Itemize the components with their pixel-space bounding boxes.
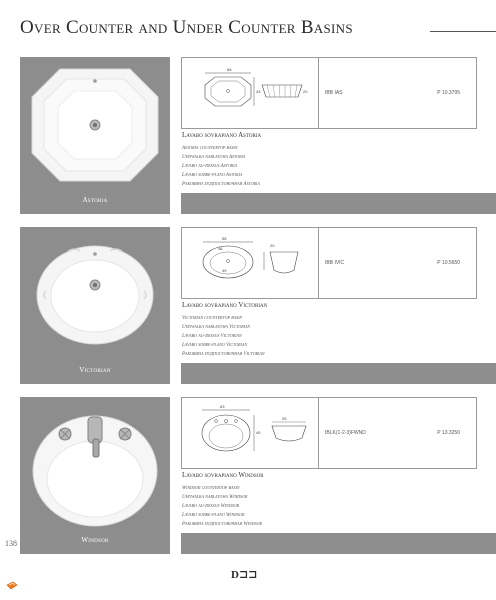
- dim-depth: 49: [256, 430, 261, 435]
- windsor-basin-image: [22, 399, 168, 531]
- description-line: Раковина подпостовочная Windsor: [182, 522, 262, 527]
- page-title: Over Counter and Under Counter Basins: [20, 17, 353, 38]
- description-line: Раковина подпостовочная Astoria: [182, 182, 260, 187]
- photo-panel: [20, 227, 170, 384]
- description-main: Lavabo sovrapiano Astoria: [182, 131, 262, 139]
- product-code: IBB IVIC: [325, 260, 345, 266]
- page-number: 138: [5, 539, 17, 548]
- title-rule: [430, 31, 496, 32]
- description-line: Lavabo au-dessus Windsor: [182, 504, 240, 509]
- product-price: P 10.3795: [437, 90, 460, 96]
- description-line: Lavabo sobre-plano Windsor: [182, 513, 245, 518]
- bottom-bar: [181, 533, 496, 554]
- description-main: Lavabo sovrapiano Windsor: [182, 471, 264, 479]
- product-name: Astoria: [82, 196, 108, 204]
- windsor-drawing: [182, 398, 318, 468]
- dim-width: 68: [227, 67, 232, 72]
- description-main: Lavabo sovrapiano Victorian: [182, 301, 268, 309]
- dim-width: 58: [222, 236, 227, 241]
- basin-photo: [22, 229, 168, 361]
- product-description: [182, 471, 472, 529]
- dim-depth: 49: [222, 268, 227, 273]
- dim-width: 63: [220, 404, 225, 409]
- description-line: Victorian countertop basin: [182, 316, 243, 321]
- victorian-basin-image: [22, 229, 168, 361]
- description-line: Lavabo au-dessus Astoria: [182, 164, 237, 169]
- photo-panel: [20, 397, 170, 554]
- description-line: Lavabo sobre-plano Astoria: [182, 173, 243, 178]
- product-description: [182, 131, 472, 189]
- dim-height: 20: [303, 89, 308, 94]
- product-price: P 10.5650: [437, 260, 460, 266]
- product-name: Victorian: [79, 366, 111, 374]
- orange-badge-icon: [6, 581, 18, 590]
- description-line: Lavabo au-dessus Victorian: [182, 334, 242, 339]
- brand-logo: D⊐⊐: [231, 569, 258, 581]
- description-line: Umywalka nablatowa Victorian: [182, 325, 251, 330]
- dim-height: 20: [270, 243, 275, 248]
- victorian-drawing: [182, 228, 318, 298]
- technical-drawing: [181, 397, 319, 469]
- description-line: Umywalka nablatowa Astoria: [182, 155, 246, 160]
- bottom-bar: [181, 193, 496, 214]
- dim-depth: 43: [256, 89, 261, 94]
- product-price: P 13.3250: [437, 430, 460, 436]
- product-name: Windsor: [81, 536, 109, 544]
- dim-inner: 46: [218, 246, 223, 251]
- description-line: Windsor countertop basin: [182, 486, 240, 491]
- code-box: [318, 227, 477, 299]
- description-line: Lavabo sobre-plano Victorian: [182, 343, 247, 348]
- description-line: Umywalka nablatowa Windsor: [182, 495, 248, 500]
- astoria-drawing: [182, 58, 318, 128]
- product-code: IBB IAS: [325, 90, 343, 96]
- technical-drawing: [181, 57, 319, 129]
- basin-photo: [22, 59, 168, 191]
- code-box: [318, 397, 477, 469]
- basin-photo: [22, 399, 168, 531]
- description-line: Astoria countertop basin: [182, 146, 238, 151]
- astoria-basin-image: [22, 59, 168, 191]
- dim-height: 25: [282, 416, 287, 421]
- bottom-bar: [181, 363, 496, 384]
- product-code: IBLK(1-2-3)FWND: [325, 430, 366, 436]
- technical-drawing: [181, 227, 319, 299]
- photo-panel: [20, 57, 170, 214]
- product-description: [182, 301, 472, 359]
- code-box: [318, 57, 477, 129]
- description-line: Раковина подпостовочная Victorian: [182, 352, 265, 357]
